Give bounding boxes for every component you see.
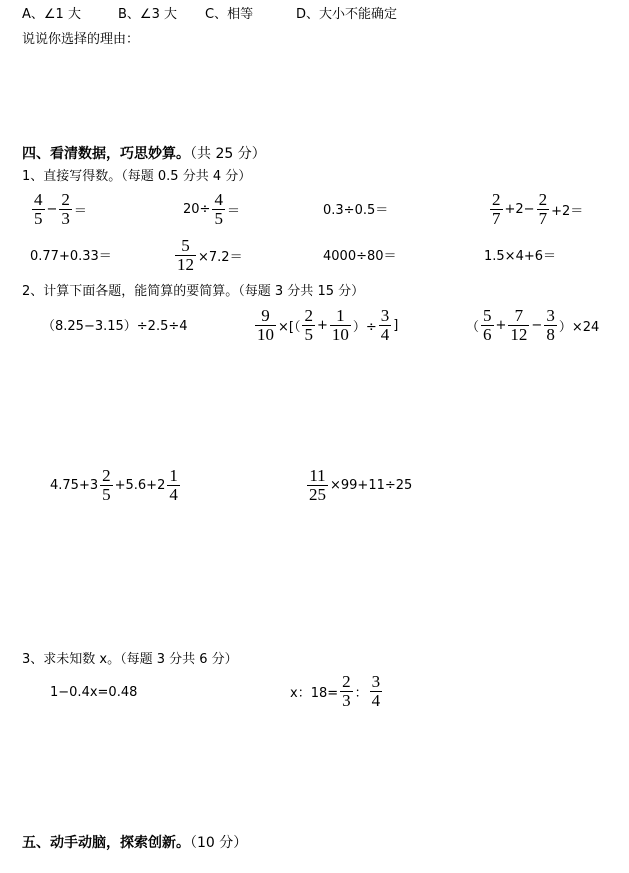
section5-heading bbox=[22, 834, 247, 852]
choice-d: D、大小不能确定 bbox=[296, 7, 398, 22]
choice-a: A、∠1 大 bbox=[22, 7, 81, 22]
q1-item-a: $\frac{4}{5}$ − $\frac{2}{3}$ ＝ bbox=[34, 190, 87, 228]
q2-expr-5: $\frac{11}{25}$ ×99+11÷25 bbox=[309, 466, 413, 504]
fraction: $\frac{1}{4}$ bbox=[169, 466, 178, 504]
q2-expr-4: 4.75+3 $\frac{2}{5}$ +5.6+2 $\frac{1}{4}$ bbox=[50, 466, 178, 504]
fraction: $\frac{2}{5}$ bbox=[102, 466, 111, 504]
q1-title: 1、直接写得数。（每题 0.5 分共 4 分） bbox=[22, 169, 252, 184]
section4-points: （共 25 分） bbox=[190, 146, 266, 162]
q1-item-h: 1.5×4+6＝ bbox=[484, 249, 557, 264]
fraction: $\frac{2}{7}$ bbox=[538, 190, 548, 228]
fraction: $\frac{2}{7}$ bbox=[492, 190, 501, 228]
fraction: $\frac{4}{5}$ bbox=[214, 190, 223, 228]
fraction: $\frac{9}{10}$ bbox=[257, 306, 274, 344]
fraction: $\frac{11}{25}$ bbox=[309, 466, 326, 504]
fraction: $\frac{3}{4}$ bbox=[371, 672, 381, 710]
q1-item-g: 4000÷80＝ bbox=[323, 249, 397, 264]
section4-heading bbox=[22, 145, 266, 163]
fraction: $\frac{4}{5}$ bbox=[34, 190, 43, 228]
q2-expr-3: （ $\frac{5}{6}$ + $\frac{7}{12}$ − $\frac{3}{8}$ ）×24 bbox=[466, 306, 600, 344]
fraction: $\frac{3}{4}$ bbox=[380, 306, 390, 344]
q3-title: 3、求未知数 x。（每题 3 分共 6 分） bbox=[22, 652, 238, 667]
fraction: $\frac{5}{12}$ bbox=[177, 236, 194, 274]
fraction: $\frac{2}{5}$ bbox=[304, 306, 313, 344]
fraction: $\frac{3}{8}$ bbox=[546, 306, 555, 344]
q1-item-b: 20÷ $\frac{4}{5}$ ＝ bbox=[183, 190, 240, 228]
q2-expr-1: （8.25−3.15）÷2.5÷4 bbox=[42, 319, 188, 334]
reason-prompt: 说说你选择的理由： bbox=[22, 32, 140, 47]
q3-eq-2: x：18= $\frac{2}{3}$ ： $\frac{3}{4}$ bbox=[290, 672, 381, 710]
fraction: $\frac{2}{3}$ bbox=[61, 190, 70, 228]
q1-item-f: $\frac{5}{12}$ ×7.2＝ bbox=[177, 236, 243, 274]
section4-title: 四、看清数据，巧思妙算。 bbox=[22, 146, 190, 162]
q1-item-d: $\frac{2}{7}$ +2− $\frac{2}{7}$ +2＝ bbox=[492, 190, 584, 228]
q3-eq-1: 1−0.4x=0.48 bbox=[50, 685, 138, 700]
q1-item-c: 0.3÷0.5＝ bbox=[323, 203, 389, 218]
choice-b: B、∠3 大 bbox=[118, 7, 177, 22]
q2-title: 2、计算下面各题，能简算的要简算。（每题 3 分共 15 分） bbox=[22, 284, 365, 299]
section5-title: 五、动手动脑，探索创新。 bbox=[22, 835, 190, 851]
section5-points: （10 分） bbox=[190, 835, 248, 851]
q1-item-e: 0.77+0.33＝ bbox=[30, 249, 112, 264]
fraction: $\frac{2}{3}$ bbox=[342, 672, 351, 710]
fraction: $\frac{7}{12}$ bbox=[510, 306, 528, 344]
fraction: $\frac{5}{6}$ bbox=[483, 306, 492, 344]
choice-c: C、相等 bbox=[205, 7, 254, 22]
q2-expr-2: $\frac{9}{10}$ ×[（ $\frac{2}{5}$ + $\frac{1}{10}$ ）÷ $\frac{3}{4}$ ] bbox=[257, 306, 399, 344]
fraction: $\frac{1}{10}$ bbox=[331, 306, 349, 344]
